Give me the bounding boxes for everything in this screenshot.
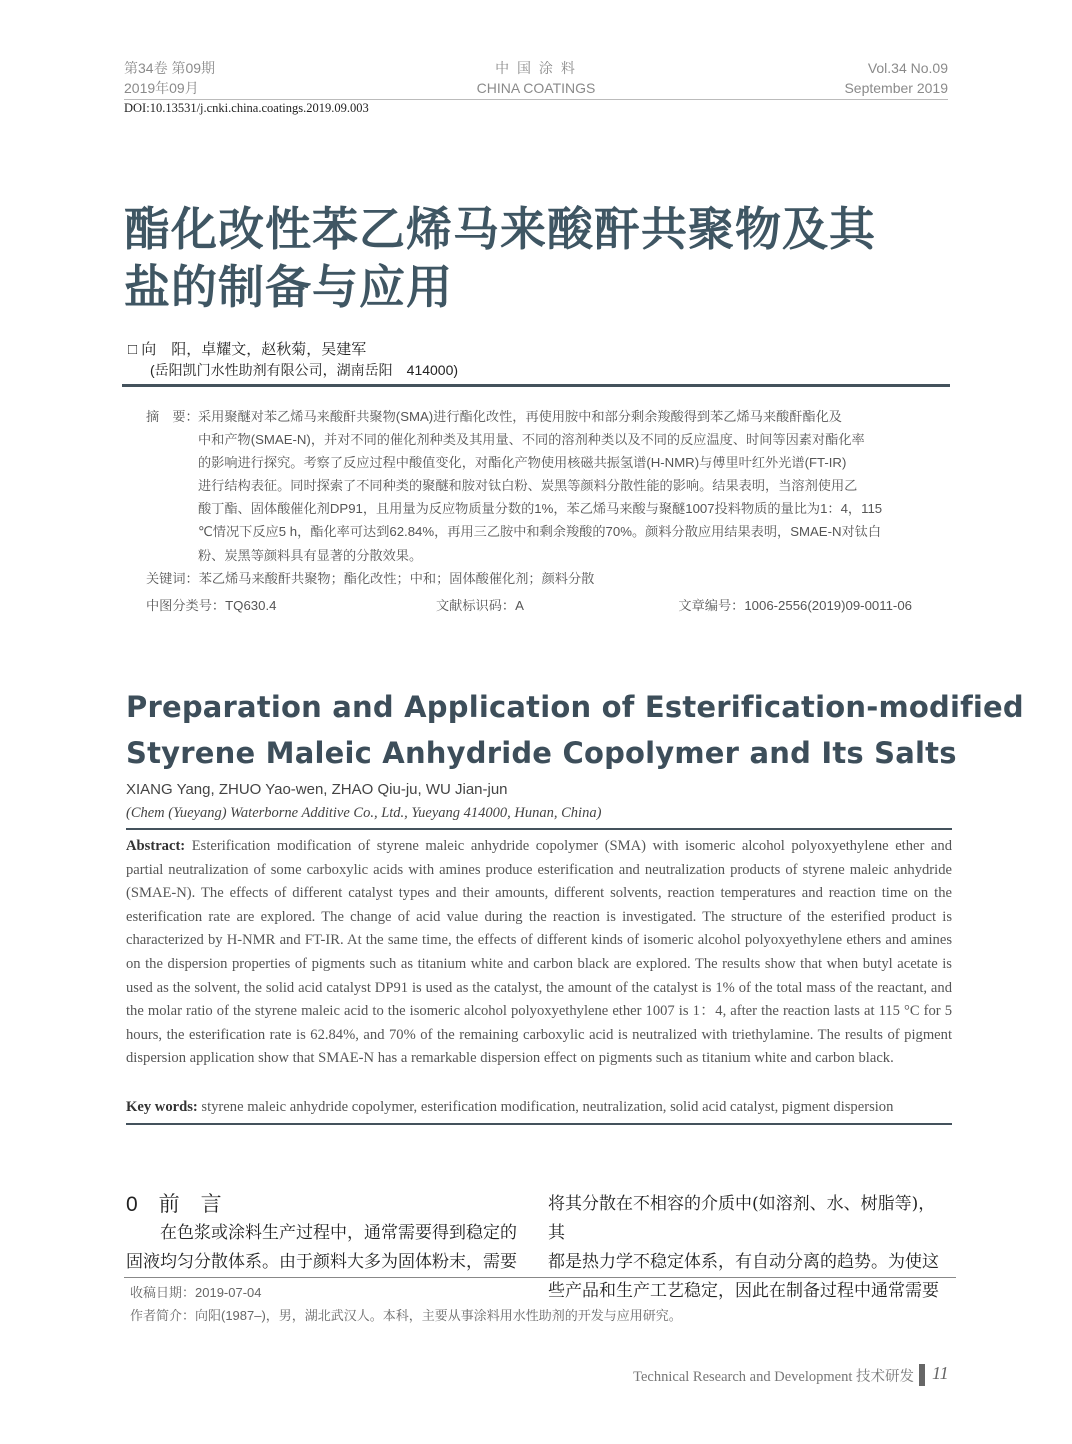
abstract-line: 酸丁酯、固体酸催化剂DP91，且用量为反应物质量分数的1%，苯乙烯马来酸与聚醚1007投料物质的量比为1：4，115 bbox=[198, 501, 883, 517]
abstract-bottom-rule bbox=[126, 1123, 952, 1125]
abstract-line: 的影响进行探究。考察了反应过程中酸值变化，对酯化产物使用核磁共振氢谱(H-NMR)与傅里叶红外光谱(FT-IR) bbox=[198, 455, 847, 471]
volume-issue-en: Vol.34 No.09 bbox=[867, 60, 948, 76]
abstract-line: 粉、炭黑等颜料具有显著的分散效果。 bbox=[198, 547, 423, 563]
date-en: September 2019 bbox=[844, 80, 948, 96]
running-title: Technical Research and Development 技术研发 bbox=[633, 1369, 914, 1385]
title-en-line: Styrene Maleic Anhydride Copolymer and Its Salts bbox=[126, 736, 957, 770]
clc-number: 中图分类号：TQ630.4 bbox=[146, 598, 277, 613]
date-cn: 2019年09月 bbox=[124, 80, 199, 96]
keywords-en-label: Key words: bbox=[126, 1099, 198, 1115]
author-bio: 作者简介：向阳(1987–)，男，湖北武汉人。本科，主要从事涂料用水性助剂的开发与应用研究。 bbox=[130, 1308, 682, 1323]
body-line: 将其分散在不相容的介质中(如溶剂、水、树脂等)，其 bbox=[548, 1194, 936, 1243]
document-code: 文献标识码：A bbox=[436, 598, 524, 613]
journal-name-en: CHINA COATINGS bbox=[476, 80, 596, 96]
body-line: 在色浆或涂料生产过程中，通常需要得到稳定的 bbox=[126, 1223, 517, 1243]
keywords-en bbox=[126, 1096, 952, 1120]
abstract-line: 进行结构表征。同时探索了不同种类的聚醚和胺对钛白粉、炭黑等颜料分散性能的影响。结果表明，当溶剂使用乙 bbox=[198, 478, 858, 494]
abstract-line: 采用聚醚对苯乙烯马来酸酐共聚物(SMA)进行酯化改性，再使用胺中和部分剩余羧酸得到苯乙烯马来酸酐酯化及 bbox=[198, 409, 842, 424]
keywords-cn: 关键词：苯乙烯马来酸酐共聚物；酯化改性；中和；固体酸催化剂；颜料分散 bbox=[146, 571, 595, 586]
doi: DOI:10.13531/j.cnki.china.coatings.2019.09.003 bbox=[124, 101, 369, 115]
body-line: 固液均匀分散体系。由于颜料大多为固体粉末，需要 bbox=[126, 1252, 517, 1272]
title-en bbox=[126, 684, 1024, 776]
abstract-line: 中和产物(SMAE-N)，并对不同的催化剂种类及其用量、不同的溶剂种类以及不同的反应温度、时间等因素对酯化率 bbox=[198, 432, 865, 448]
title-cn bbox=[124, 200, 876, 316]
affiliation-cn: (岳阳凯门水性助剂有限公司，湖南岳阳 414000) bbox=[150, 362, 459, 378]
title-cn-line: 盐的制备与应用 bbox=[124, 260, 453, 314]
section-heading: 0 前 言 bbox=[126, 1193, 222, 1216]
volume-issue-cn: 第34卷 第09期 bbox=[124, 60, 216, 76]
abstract-line: ℃情况下反应5 h，酯化率可达到62.84%，再用三乙胺中和剩余羧酸的70%。颜料分散应用结果表明，SMAE-N对钛白 bbox=[198, 524, 882, 540]
abstract-cn-label: 摘 要： bbox=[146, 409, 199, 424]
abstract-cn bbox=[198, 405, 918, 567]
body-line: 都是热力学不稳定体系，有自动分离的趋势。为使这 bbox=[548, 1252, 939, 1272]
abstract-en bbox=[126, 835, 952, 1071]
title-cn-line: 酯化改性苯乙烯马来酸酐共聚物及其 bbox=[124, 202, 876, 256]
abstract-en-label: Abstract: bbox=[126, 838, 186, 854]
abstract-en-text: Esterification modification of styrene maleic anhydride copolymer (SMA) with isomeric alcohol polyoxyethylene ether and partial neutralization of some carboxylic acids with amines produce esterification and neutralization products of styrene maleic anhydride (SMAE-N). The effects of different catalyst types and their amounts, different solvents, reaction temperatures and reaction time on the esterification rate are explored. The change of acid value during the reaction is investigated. The structure of the esterified product is characterized by H-NMR and FT-IR. At the same time, the effects of different kinds of isomeric alcohol polyoxyethylene ethers and amines on the dispersion properties of pigments such as titanium white and carbon black are explored. The results show that when butyl acetate is used as the solvent, the solid acid catalyst DP91 is used as the catalyst, the amount of the catalyst is 1% of the total mass of the reactant, and the molar ratio of the styrene maleic acid to the isomeric alcohol polyoxyethylene ether 1007 is 1：4, after the reaction lasts at 115 °C for 5 hours, the esterification rate is 62.84%, and 70% of the remaining carboxylic acid is neutralized with triethylamine. The results of pigment dispersion application show that SMAE-N has a remarkable dispersion effect on pigments such as titanium white and carbon black. bbox=[126, 838, 952, 1067]
journal-name-cn: 中 国 涂 料 bbox=[495, 60, 577, 76]
affiliation-en: (Chem (Yueyang) Waterborne Additive Co., Ltd., Yueyang 414000, Hunan, China) bbox=[126, 805, 602, 821]
keywords-en-text: styrene maleic anhydride copolymer, esterification modification, neutralization, solid acid catalyst, pigment dispersion bbox=[197, 1099, 894, 1115]
page-number: 11 bbox=[932, 1363, 949, 1383]
title-en-line: Preparation and Application of Esterification-modified bbox=[126, 690, 1024, 724]
body-left-column bbox=[126, 1219, 526, 1277]
authors-cn: □ 向 阳，卓耀文，赵秋菊，吴建军 bbox=[128, 341, 367, 358]
authors-en: XIANG Yang, ZHUO Yao-wen, ZHAO Qiu-ju, WU Jian-jun bbox=[126, 781, 508, 798]
abstract-top-rule bbox=[126, 828, 952, 830]
body-line: 些产品和生产工艺稳定，因此在制备过程中通常需要 bbox=[548, 1281, 939, 1301]
body-right-column bbox=[548, 1190, 950, 1306]
received-date: 收稿日期：2019-07-04 bbox=[130, 1285, 262, 1300]
section-rule bbox=[122, 384, 950, 387]
header-rule bbox=[124, 99, 948, 100]
footnote-rule bbox=[124, 1277, 956, 1278]
article-number: 文章编号：1006-2556(2019)09-0011-06 bbox=[678, 598, 912, 613]
footer-bar bbox=[919, 1364, 925, 1386]
